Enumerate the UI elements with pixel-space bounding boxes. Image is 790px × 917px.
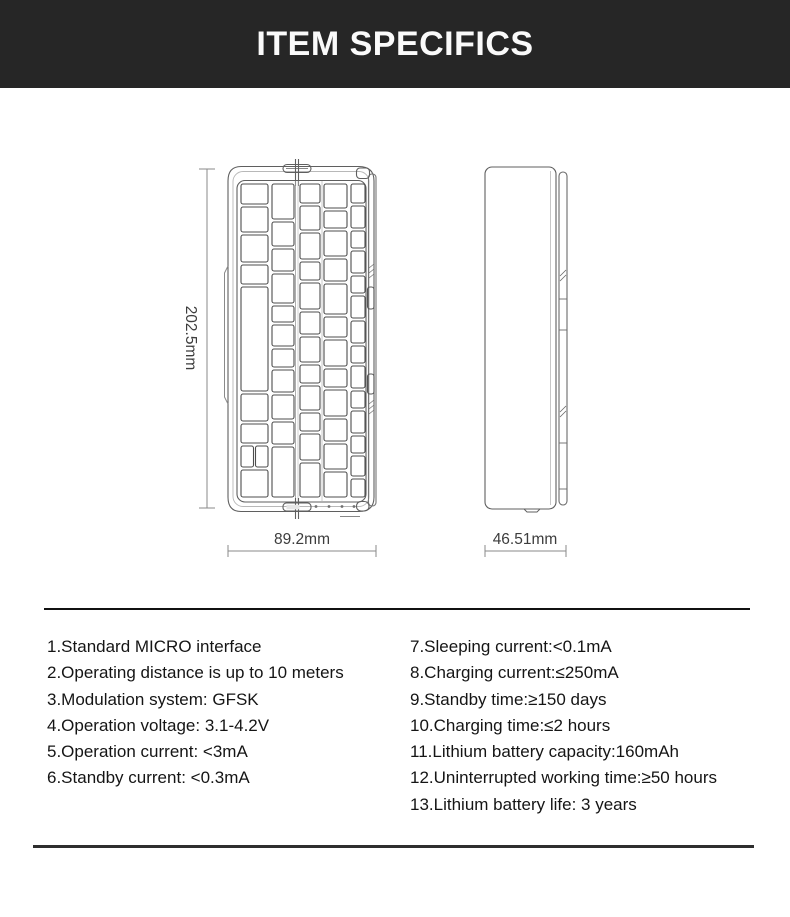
spec-item: 7.Sleeping current:<0.1mA: [410, 637, 612, 656]
height-dimension-label: 202.5mm: [182, 305, 199, 371]
spec-item: 13.Lithium battery life: 3 years: [410, 794, 637, 814]
header-banner: [0, 0, 790, 88]
divider-bottom: [33, 845, 754, 848]
hinge-top-icon: [283, 159, 311, 186]
spec-item: 3.Modulation system: GFSK: [47, 689, 259, 709]
spec-item: 8.Charging current:≤250mA: [410, 663, 619, 683]
spec-item: 12.Uninterrupted working time:≥50 hours: [410, 768, 717, 788]
side-width-dimension-label: 46.51mm: [492, 531, 558, 548]
spec-item: 11.Lithium battery capacity:160mAh: [410, 742, 679, 762]
spec-column-left: [47, 634, 344, 792]
spec-item: 9.Standby time:≥150 days: [410, 689, 607, 709]
spec-item: 6.Standby current: <0.3mA: [47, 768, 250, 788]
spec-item: 2.Operating distance is up to 10 meters: [47, 663, 344, 683]
side-view-rail: [559, 172, 567, 505]
height-dimension-line: [199, 169, 215, 508]
page-title: ITEM SPECIFICS: [256, 24, 534, 63]
spec-list: [0, 634, 790, 834]
key-grid: [241, 184, 365, 497]
spec-item: 5.Operation current: <3mA: [47, 742, 248, 762]
divider-top: [44, 608, 750, 610]
keyboard-top-view-drawing: [225, 159, 377, 519]
dimension-diagram: [0, 120, 790, 580]
hinge-bottom-icon: [283, 498, 360, 519]
spec-item: 10.Charging time:≤2 hours: [410, 715, 611, 735]
keyboard-side-view-drawing: [485, 167, 567, 512]
side-rail: [368, 174, 377, 506]
spec-item: 4.Operation voltage: 3.1-4.2V: [47, 715, 270, 735]
spec-item: 1.Standard MICRO interface: [47, 637, 262, 656]
width-dimension-label: 89.2mm: [274, 531, 330, 548]
spec-column-right: [410, 634, 717, 818]
